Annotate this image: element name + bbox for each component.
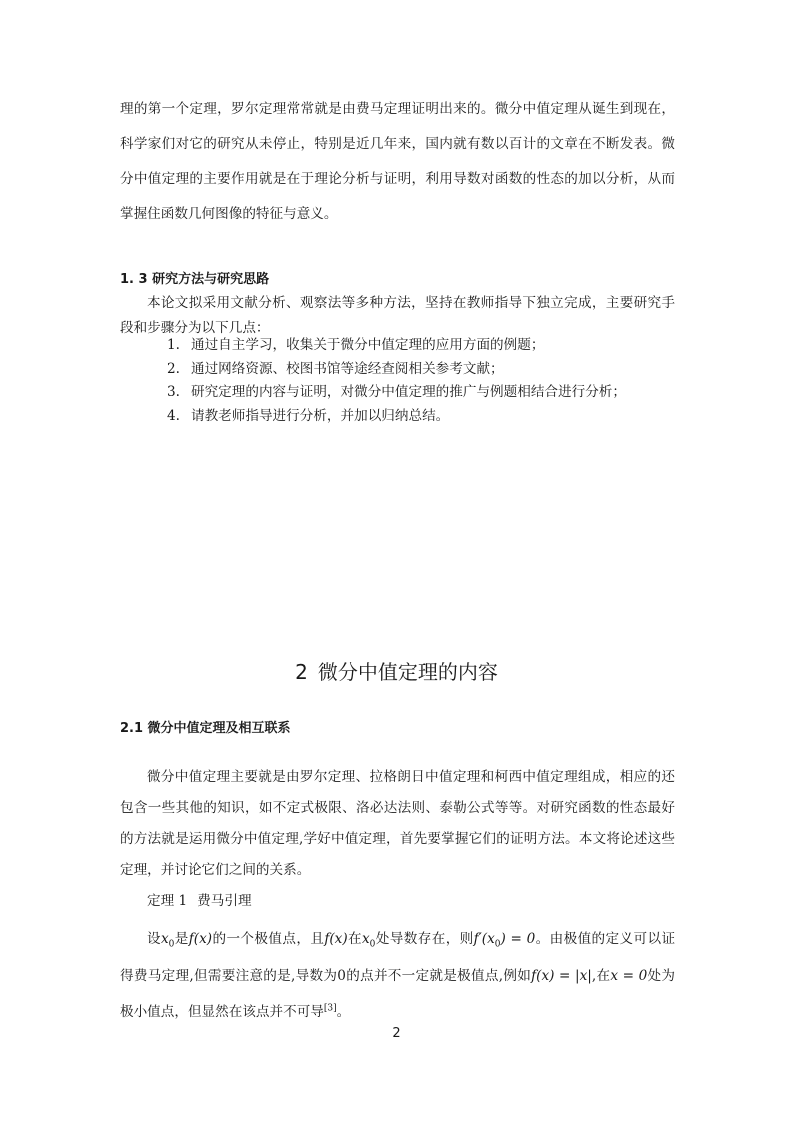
list-item	[167, 334, 626, 358]
chapter-title-text: 微分中值定理的内容	[317, 660, 498, 684]
math-fx: f(x)	[188, 931, 213, 947]
list-item-text: 通过网络资源、校图书馆等途经查阅相关参考文献；	[191, 360, 504, 377]
theorem-name: 费马引理	[197, 893, 252, 909]
math-symbol: x	[362, 931, 370, 947]
section-1-3-paragraph: 本论文拟采用文献分析、观察法等多种方法，坚持在教师指导下独立完成，主要研究手段和步骤分为以下几点：	[120, 295, 675, 336]
math-derivative-equation	[473, 931, 536, 950]
section-1-3-heading: 1. 3 研究方法与研究思路	[120, 272, 270, 287]
research-steps-list	[167, 334, 626, 428]
theorem-text: 设	[147, 931, 161, 947]
math-x-eq-0: x = 0	[610, 967, 648, 984]
math-zero: 0	[337, 967, 346, 984]
list-item	[167, 358, 626, 382]
list-item-number: 1.	[167, 337, 180, 353]
list-item-number: 4.	[167, 407, 180, 424]
list-item	[167, 381, 626, 405]
math-x0	[160, 931, 175, 950]
section-2-1-paragraph: 微分中值定理主要就是由罗尔定理、拉格朗日中值定理和柯西中值定理组成，相应的还包含一些其他的知识，如不定式极限、洛必达法则、泰勒公式等等。对研究函数的性态最好的方法就是运用微分中值定理,学好中值定理，首先要掌握它们的证明方法。本文将论述这些定理，并讨论它们之间的关系。	[120, 769, 675, 878]
math-symbol: x	[160, 931, 169, 947]
theorem-text: 的点并不一定就是极值点,例如	[345, 967, 532, 984]
citation-reference[interactable]: [3]	[323, 1003, 337, 1014]
math-fx: f(x)	[324, 931, 348, 947]
theorem-paragraph	[120, 921, 675, 1031]
list-item	[167, 405, 626, 429]
chapter-title	[0, 656, 793, 685]
list-item-number: 2.	[167, 360, 180, 377]
theorem-text: 。由极值的定义可以证得费马定理,但需要注意的是,导数为	[120, 931, 676, 984]
list-item-number: 3.	[167, 384, 180, 400]
theorem-text: 是	[174, 931, 189, 947]
intro-paragraph: 理的第一个定理，罗尔定理常常就是由费马定理证明出来的。微分中值定理从诞生到现在，科学家们对它的研究从未停止，特别是近几年来，国内就有数以百计的文章在不断发表。微分中值定理的主要作用就是在于理论分析与证明，利用导数对函数的性态的加以分析，从而掌握住函数几何图像的特征与意义。	[120, 101, 675, 222]
theorem-text: 。	[336, 1004, 351, 1020]
section-2-1-heading: 2.1 微分中值定理及相互联系	[120, 721, 291, 736]
page-number: 2	[392, 1026, 401, 1041]
list-item-text: 通过自主学习，收集关于微分中值定理的应用方面的例题；	[191, 337, 545, 353]
list-item-text: 研究定理的内容与证明，对微分中值定理的推广与例题相结合进行分析；	[191, 384, 626, 400]
math-abs-example: f(x) = |x|	[531, 967, 592, 984]
math-x0	[362, 931, 376, 950]
theorem-text: 处导数存在，则	[375, 931, 474, 947]
math-symbol: f′(x	[473, 931, 495, 947]
theorem-label	[147, 891, 252, 911]
list-item-text: 请教老师指导进行分析，并加以归纳总结。	[191, 407, 450, 424]
theorem-text: 处为极小值点，但显然在该点并不可导	[120, 967, 675, 1020]
theorem-text: 在	[347, 931, 362, 947]
math-subscript: 0	[168, 939, 175, 950]
theorem-text: 的一个极值点，且	[212, 931, 325, 947]
theorem-text: ,在	[591, 967, 611, 984]
math-subscript: 0	[494, 939, 501, 950]
math-symbol: ) = 0	[500, 931, 536, 947]
math-subscript: 0	[369, 939, 376, 950]
chapter-number: 2	[295, 660, 308, 684]
theorem-number: 定理 1	[147, 893, 188, 909]
